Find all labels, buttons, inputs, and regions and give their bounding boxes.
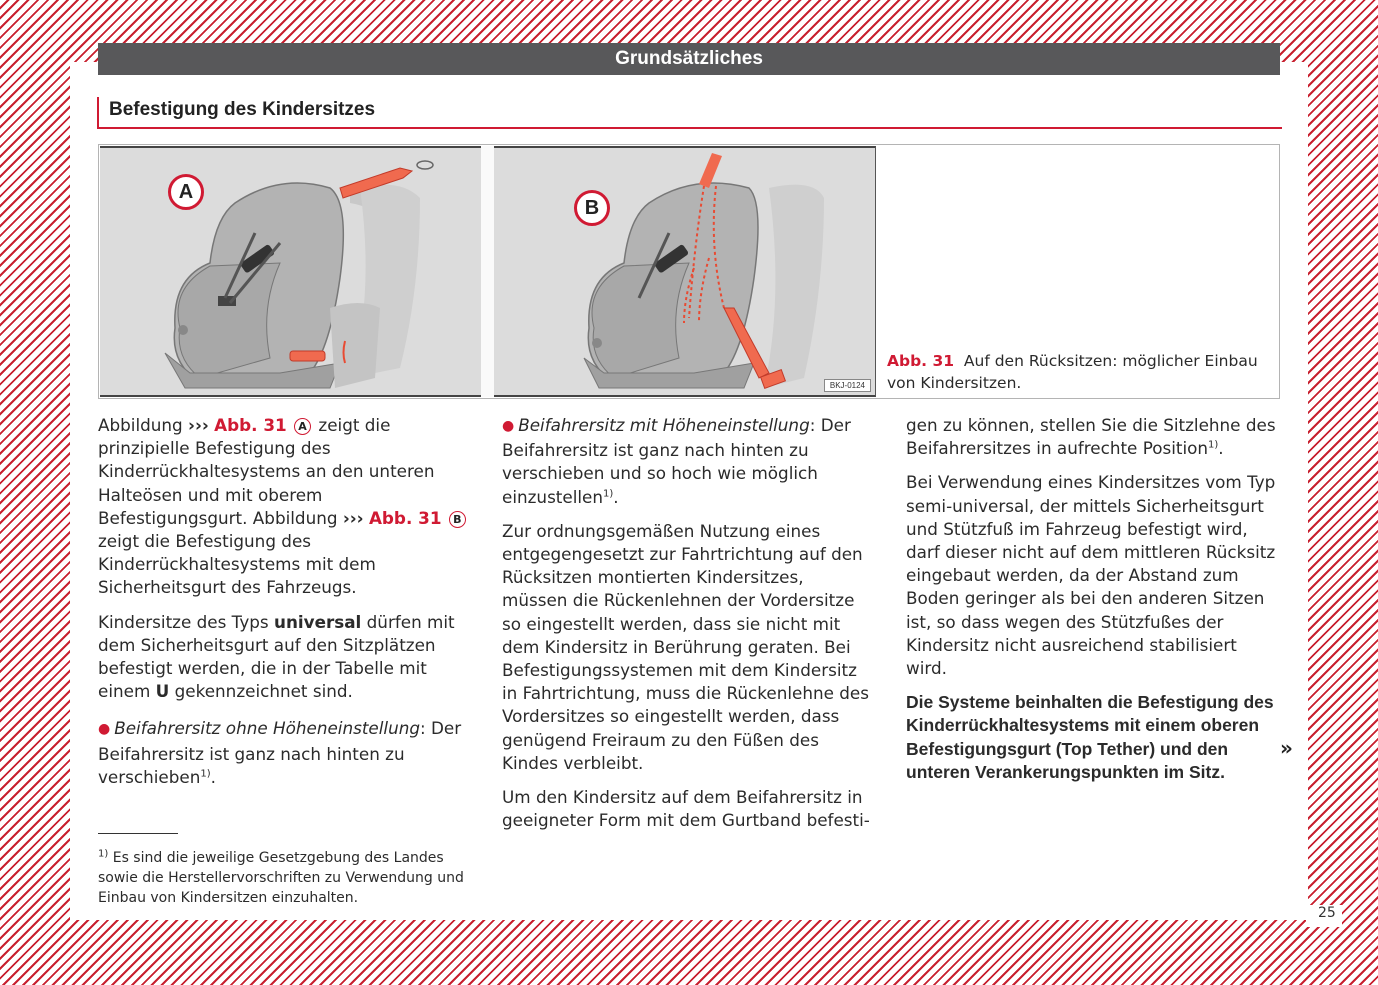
footnote [98, 848, 478, 908]
paragraph-passenger-seat-cont [906, 414, 1278, 460]
bullet-term: Beifahrersitz ohne Höheneinstellung [114, 718, 420, 739]
section-heading [97, 97, 1282, 129]
text: Abbildung [98, 415, 183, 435]
chapter-title: Grundsätzliches [615, 48, 763, 69]
circled-label-b: B [449, 511, 466, 528]
text-column-2 [502, 414, 874, 843]
text: . [613, 486, 619, 507]
text: zeigt die Befestigung des Kinderrückhaltesystems mit dem Sicherheitsgurt des Fahrzeugs. [98, 531, 376, 598]
figure-link-b[interactable]: Abb. 31 [368, 507, 442, 528]
paragraph-intro [98, 414, 470, 600]
paragraph-universal [98, 611, 470, 704]
panel-divider [481, 146, 494, 397]
image-code: BKJ-0124 [824, 379, 871, 392]
text-column-3 [906, 414, 1278, 795]
text: gen zu können, stellen Sie die Sitzlehne des Beifahrersitzes in aufrechte Position [906, 415, 1276, 459]
figure-panel-a [100, 146, 481, 397]
text-column-1 [98, 414, 470, 800]
text: : Der Beifahrersitz ist ganz nach hinten zu verschieben [98, 718, 462, 787]
figure-panel-b [494, 146, 876, 397]
reference-arrow-icon: ››› [342, 507, 364, 528]
text: gekennzeichnet sind. [174, 681, 353, 702]
section-title: Befestigung des Kindersitzes [109, 99, 376, 120]
caption-text: Auf den Rücksitzen: möglicher Einbau von Kindersitzen. [887, 352, 1258, 392]
panel-label-b: B [574, 190, 610, 226]
paragraph-backrest: Zur ordnungsgemäßen Nutzung eines entgegengesetzt zur Fahrtrichtung auf den Rücksitzen montierten Kindersitzes, müssen die Rückenlehnen der Vordersitze so eingestellt werden, dass sie nicht mit dem Kindersitz in Berührung geraten. Bei Befestigungssystemen mit dem Kindersitz in Fahrtrichtung, muss die Rückenlehne des Vordersitzes so eingestellt werden, dass genügend Freiraum zu den Füßen des Kindes verbleibt. [502, 520, 869, 773]
footnote-ref[interactable]: 1) [200, 768, 211, 780]
footnote-ref[interactable]: 1) [603, 488, 614, 500]
paragraph-semi-universal: Bei Verwendung eines Kindersitzes vom Typ semi-universal, der mittels Sicherheitsgurt und Stützfuß im Fahrzeug befestigt wird, darf dieser nicht auf dem mittleren Rücksitz eingebaut werden, da der Abstand zum Boden geringer als bei den anderen Sitzen ist, so dass wegen des Stützfußes der Kindersitz nicht ausreichend stabilisiert wird. [906, 472, 1276, 679]
reference-arrow-icon: ››› [188, 415, 209, 435]
text: dürfen mit dem Sicherheitsgurt auf den Sitzplätzen befestigt werden, die in der Tabelle mit einem [98, 611, 455, 702]
footnote-divider [98, 833, 178, 834]
text: : Der Beifahrersitz ist ganz nach hinten zu verschieben und so hoch wie möglich einzustellen [502, 415, 851, 507]
child-seat-isofix-illustration [100, 148, 481, 395]
paragraph-passenger-seat: Um den Kindersitz auf dem Beifahrersitz in geeigneter Form mit dem Gurtband befesti- [502, 787, 870, 831]
text: . [1218, 438, 1224, 459]
paragraph-top-tether: Die Systeme beinhalten die Befestigung des Kinderrückhaltesystems mit einem oberen Befestigungsgurt (Top Tether) und den unteren Verankerungspunkten im Sitz. [906, 692, 1274, 782]
footnote-ref[interactable]: 1) [1208, 439, 1219, 451]
bullet-icon: ● [502, 418, 515, 434]
bullet-icon: ● [98, 721, 111, 738]
text: . [210, 766, 216, 787]
chapter-header [98, 43, 1280, 75]
bullet-item [98, 717, 470, 789]
bold-term: universal [274, 611, 362, 632]
bullet-term: Beifahrersitz mit Höheneinstellung [518, 415, 810, 435]
bullet-item [502, 414, 874, 509]
footnote-text: Es sind die jeweilige Gesetzgebung des Landes sowie die Herstellervorschriften zu Verwendung und Einbau von Kindersitzen einzuhalten. [98, 850, 464, 906]
bold-term: U [155, 681, 170, 702]
figure-link-a[interactable]: Abb. 31 [214, 415, 287, 435]
circled-label-a: A [294, 418, 311, 435]
text: zeigt die prinzipielle Befestigung des Kinderrückhaltesystems an den unteren Halteösen und mit oberem Befestigungsgurt. Abbildung [98, 415, 435, 528]
panel-label-a: A [168, 174, 204, 210]
caption-ref: Abb. 31 [887, 352, 955, 370]
footnote-marker: 1) [98, 848, 109, 860]
continue-icon: » [1280, 736, 1293, 760]
figure-caption [887, 350, 1267, 394]
child-seat-belt-illustration [494, 148, 876, 395]
text: Kindersitze des Typs [98, 611, 269, 632]
page-number: 25 [1318, 905, 1336, 921]
